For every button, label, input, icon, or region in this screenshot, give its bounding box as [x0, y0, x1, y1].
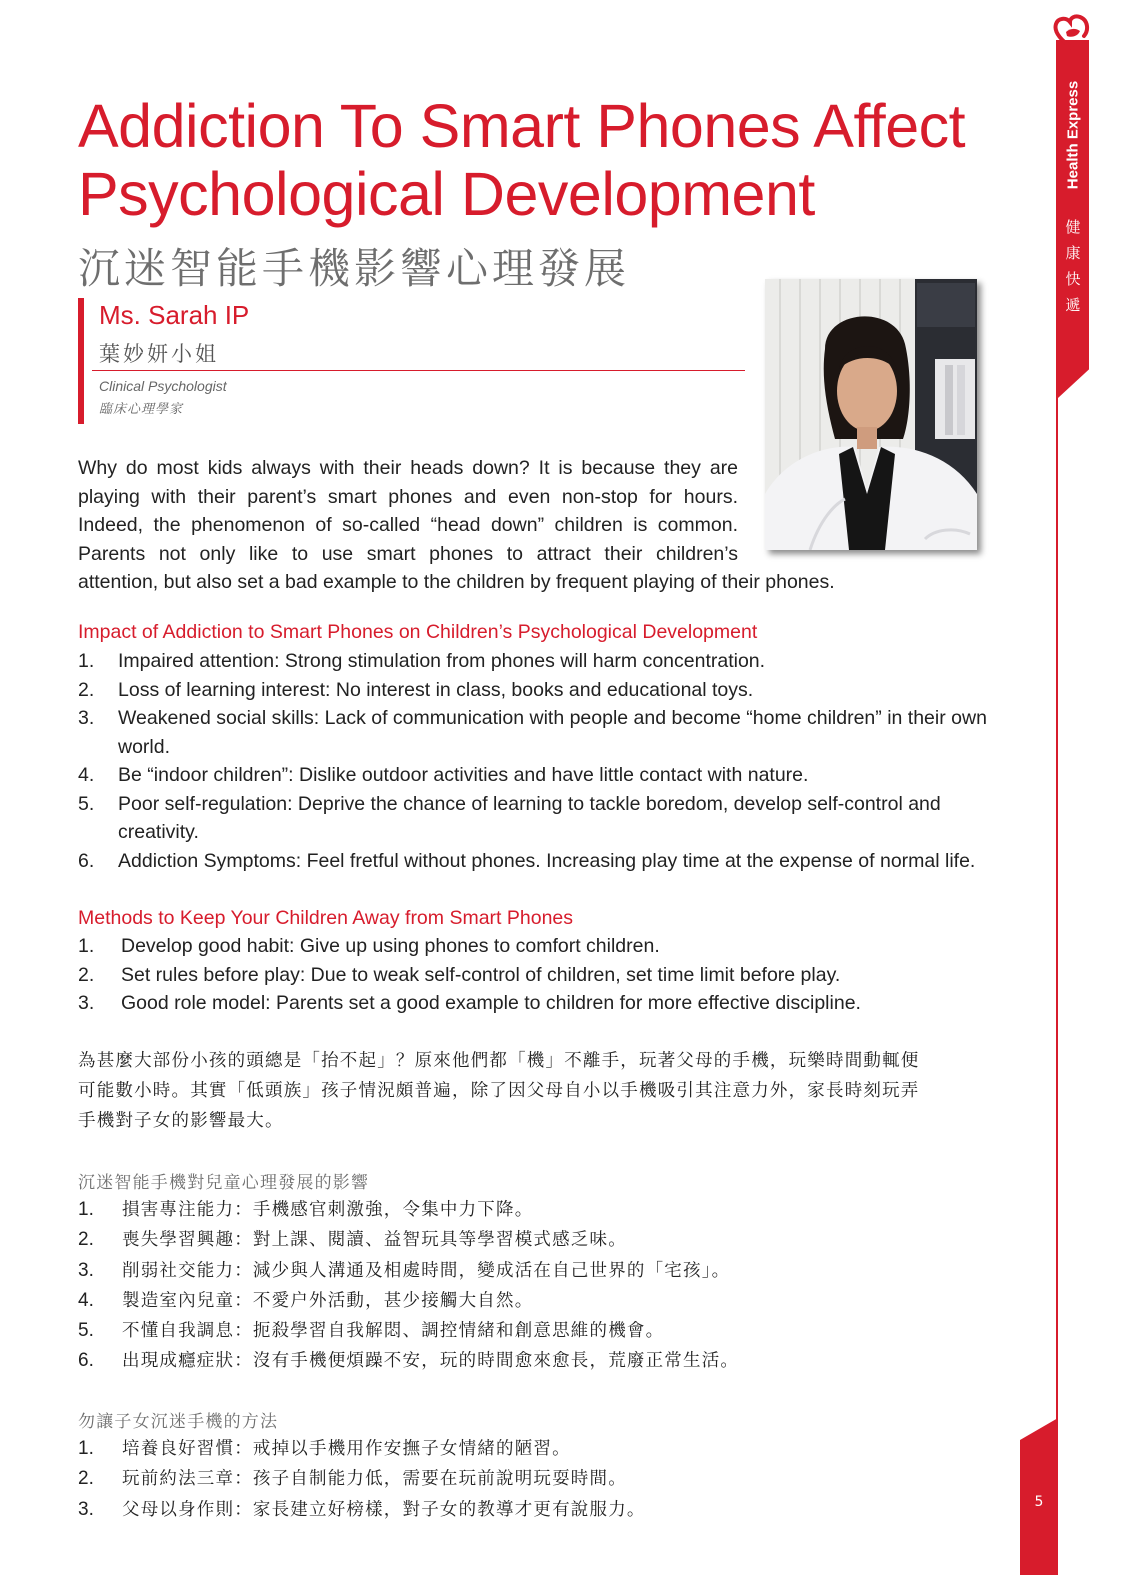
list-item: 1. 損害專注能力：手機感官刺激強，令集中力下降。 — [78, 1199, 534, 1220]
list-item: 5. 不懂自我調息：扼殺學習自我解悶、調控情緒和創意思維的機會。 — [78, 1320, 665, 1342]
page-number: 5 — [1034, 1494, 1044, 1510]
author-role: Clinical Psychologist — [99, 378, 227, 394]
list-item: 5. Poor self-regulation: Deprive the chance of learning to tackle boredom, develop self-control and creativity. — [78, 792, 941, 843]
author-divider — [92, 370, 745, 371]
methods-heading: Methods to Keep Your Children Away from Smart Phones — [78, 907, 574, 929]
list-item: 6. 出現成癮症狀：沒有手機便煩躁不安，玩的時間愈來愈長，荒廢正常生活。 — [78, 1350, 740, 1372]
methods-heading-zh: 勿讓子女沉迷手機的方法 — [78, 1412, 279, 1432]
list-item: 3. 父母以身作則：家長建立好榜樣，對子女的教導才更有說服力。 — [78, 1498, 646, 1520]
list-item: 4. 製造室內兒童：不愛户外活動，甚少接觸大自然。 — [78, 1289, 534, 1311]
side-tab-label-zh: 健 康 快 遞 — [1065, 218, 1081, 314]
methods-list-zh — [78, 1434, 978, 1525]
page-title-zh: 沉迷智能手機影響心理發展 — [78, 244, 631, 293]
list-item: 3. 削弱社交能力：減少與人溝通及相處時間，變成活在自己世界的「宅孩」。 — [78, 1259, 731, 1281]
list-item: 1. Impaired attention: Strong stimulation from phones will harm concentration. — [78, 650, 766, 672]
list-item: 3. Good role model: Parents set a good example to children for more effective discipline. — [78, 992, 861, 1014]
side-tab-label: Health Express — [1064, 80, 1082, 190]
heart-logo-icon — [1052, 12, 1092, 52]
list-item: 2. Set rules before play: Due to weak self-control of children, set time limit before play. — [78, 963, 841, 986]
intro-paragraph: Why do most kids always with their heads down? It is because they are playing with their parent’s smart phones and even non-stop for hours. Indeed, the phenomenon of so-called “head down” children is common. Parents not only like to use smart phones to attract their children’s attention, but also set a bad example to the children by frequent playing of their phones. — [78, 457, 835, 593]
impact-heading: Impact of Addiction to Smart Phones on Children’s Psychological Development — [78, 621, 758, 643]
intro-paragraph-zh: 為甚麼大部份小孩的頭總是「抬不起」？原來他們都「機」不離手，玩著父母的手機，玩樂時間動輒便 可能數小時。其實「低頭族」孩子情況頗普遍，除了因父母自小以手機吸引其注意力外，家長時刻玩弄 手機對子女的影響最大。 — [78, 1051, 920, 1131]
side-rule — [1056, 40, 1058, 1575]
impact-list-zh — [78, 1195, 978, 1377]
list-item: 2. Loss of learning interest: No interest in class, books and educational toys. — [78, 678, 754, 701]
methods-list — [78, 932, 1013, 1018]
list-item: 1. 培養良好習慣：戒掉以手機用作安撫子女情緒的陋習。 — [78, 1438, 571, 1459]
list-item: 3. Weakened social skills: Lack of communication with people and become “home children” in their own world. — [78, 707, 987, 758]
list-item: 2. 喪失學習興趣：對上課、閱讀、益智玩具等學習模式感乏味。 — [78, 1229, 627, 1251]
author-name: Ms. Sarah IP — [99, 300, 250, 330]
list-item: 4. Be “indoor children”: Dislike outdoor activities and have little contact with nature. — [78, 764, 809, 786]
list-item: 6. Addiction Symptoms: Feel fretful without phones. Increasing play time at the expense of normal life. — [78, 849, 976, 872]
impact-list — [78, 647, 1013, 875]
author-role-zh: 臨床心理學家 — [99, 402, 184, 417]
page-title: Addiction To Smart Phones Affect Psychological Development — [78, 92, 966, 228]
author-name-zh: 葉妙妍小姐 — [99, 342, 219, 366]
impact-heading-zh: 沉迷智能手機對兒童心理發展的影響 — [78, 1173, 370, 1193]
list-item: 1. Develop good habit: Give up using phones to comfort children. — [78, 935, 660, 957]
author-accent-bar — [78, 298, 84, 424]
list-item: 2. 玩前約法三章：孩子自制能力低，需要在玩前說明玩耍時間。 — [78, 1468, 627, 1490]
